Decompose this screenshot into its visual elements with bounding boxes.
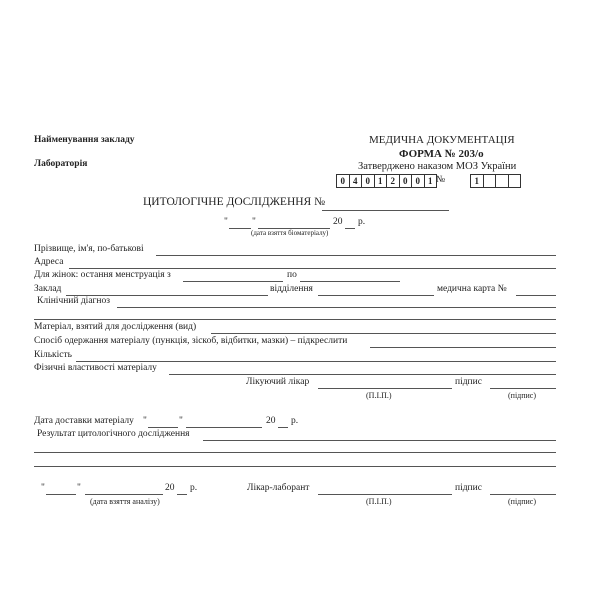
doctor-signature-caption: (підпис)	[508, 391, 537, 400]
med-card-label: медична карта №	[437, 284, 507, 294]
delivery-year-line[interactable]	[278, 427, 288, 428]
date-year: 20	[333, 217, 343, 227]
lab-doctor-signature-caption: (підпис)	[508, 497, 537, 506]
material-line[interactable]	[211, 333, 556, 334]
department-line[interactable]	[318, 295, 434, 296]
form-title: ЦИТОЛОГІЧНЕ ДОСЛІДЖЕННЯ №	[143, 196, 326, 208]
footer-day-line[interactable]	[46, 494, 76, 495]
delivery-year-suffix: р.	[291, 416, 299, 426]
result-line-2[interactable]	[34, 452, 556, 453]
footer-close-quote: "	[77, 483, 81, 493]
material-label: Матеріал, взятий для дослідження (вид)	[34, 322, 197, 332]
med-card-line[interactable]	[516, 295, 556, 296]
menstruation-from-line[interactable]	[183, 281, 283, 282]
footer-year-suffix: р.	[190, 483, 198, 493]
delivery-month-line[interactable]	[186, 427, 262, 428]
menstruation-to-line[interactable]	[300, 281, 400, 282]
approved-note: Затверджено наказом МОЗ України	[358, 161, 517, 172]
menstruation-label: Для жінок: остання менструація з	[34, 270, 171, 280]
date-year-suffix: р.	[358, 217, 366, 227]
laboratory-label: Лабораторія	[34, 159, 88, 169]
code-digit: 1	[428, 176, 433, 186]
department-label: відділення	[270, 284, 313, 294]
name-label: Прізвище, ім'я, по-батькові	[34, 244, 144, 254]
code-digit: 0	[412, 175, 425, 187]
date-day-line[interactable]	[229, 228, 251, 229]
lab-doctor-name-line[interactable]	[318, 494, 452, 495]
properties-line[interactable]	[169, 374, 556, 375]
doctor-signature-line[interactable]	[490, 388, 556, 389]
delivery-label: Дата доставки матеріалу	[34, 416, 134, 426]
doctor-pib-caption: (П.І.П.)	[366, 391, 392, 400]
institution-label: Заклад	[34, 284, 62, 294]
name-line[interactable]	[156, 255, 556, 256]
number-digit: 1	[471, 175, 484, 187]
address-label: Адреса	[34, 257, 64, 267]
delivery-open-quote: "	[143, 416, 147, 426]
footer-open-quote: "	[41, 483, 45, 493]
result-line-1[interactable]	[203, 440, 556, 441]
code-digit: 0	[337, 175, 350, 187]
date-caption: (дата взяття біоматеріалу)	[251, 229, 329, 237]
delivery-day-line[interactable]	[148, 427, 178, 428]
med-doc-heading: МЕДИЧНА ДОКУМЕНТАЦІЯ	[369, 134, 515, 146]
doctor-label: Лікуючий лікар	[246, 377, 310, 387]
title-number-line[interactable]	[322, 210, 449, 211]
form-number: ФОРМА № 203/о	[399, 148, 484, 160]
lab-doctor-pib-caption: (П.І.П.)	[366, 497, 392, 506]
footer-year: 20	[165, 483, 175, 493]
code-digit: 2	[387, 175, 400, 187]
lab-doctor-signature-line[interactable]	[490, 494, 556, 495]
result-line-3[interactable]	[34, 466, 556, 467]
code-digit: 0	[362, 175, 375, 187]
date-open-quote: "	[224, 217, 228, 227]
diagnosis-line[interactable]	[117, 307, 556, 308]
number-box	[470, 174, 521, 188]
result-label: Результат цитологічного дослідження	[37, 429, 190, 439]
delivery-year: 20	[266, 416, 276, 426]
method-line[interactable]	[370, 347, 556, 348]
method-label: Спосіб одержання матеріалу (пункція, зіскоб, відбитки, мазки) – підкреслити	[34, 336, 348, 346]
doctor-name-line[interactable]	[318, 388, 452, 389]
lab-doctor-signature-label: підпис	[455, 483, 482, 493]
lab-doctor-label: Лікар-лаборант	[247, 483, 310, 493]
footer-date-caption: (дата взяття аналізу)	[90, 497, 160, 506]
number-digit	[496, 175, 509, 187]
number-digit	[484, 175, 497, 187]
diagnosis-line-2[interactable]	[34, 319, 556, 320]
properties-label: Фізичні властивості матеріалу	[34, 363, 157, 373]
code-box	[336, 174, 437, 188]
code-digit: 4	[350, 175, 363, 187]
institution-name-label: Найменування закладу	[34, 135, 135, 145]
code-digit: 1	[375, 175, 388, 187]
delivery-close-quote: "	[179, 416, 183, 426]
code-digit: 0	[400, 175, 413, 187]
quantity-label: Кількість	[34, 350, 73, 360]
address-line[interactable]	[69, 268, 556, 269]
number-digit	[509, 175, 521, 187]
doctor-signature-label: підпис	[455, 377, 482, 387]
date-year-line[interactable]	[345, 228, 355, 229]
until-label: по	[287, 270, 297, 280]
quantity-line[interactable]	[76, 361, 556, 362]
date-close-quote: "	[252, 217, 256, 227]
footer-month-line[interactable]	[85, 494, 163, 495]
footer-year-line[interactable]	[177, 494, 187, 495]
diagnosis-label: Клінічний діагноз	[37, 296, 111, 306]
number-sign: №	[436, 175, 446, 185]
